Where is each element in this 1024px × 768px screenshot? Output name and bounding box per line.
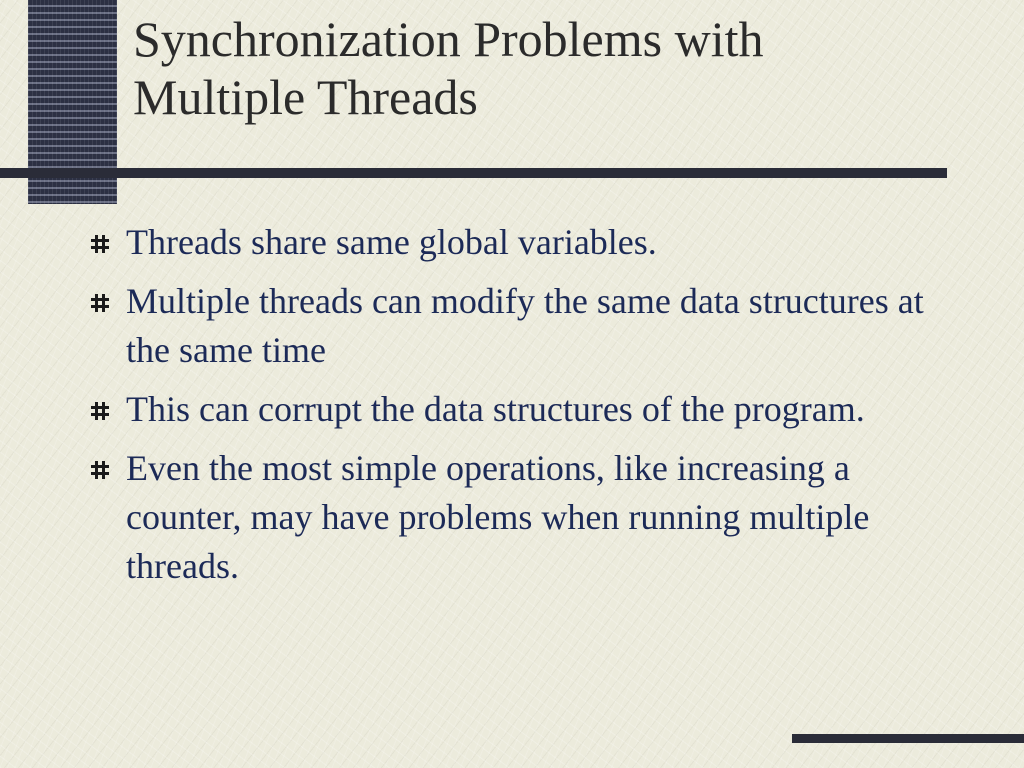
bullet-item bbox=[90, 218, 970, 267]
slide-title-line-1: Synchronization Problems with bbox=[133, 11, 764, 67]
bullet-text: This can corrupt the data structures of the program. bbox=[126, 389, 865, 429]
slide-title bbox=[133, 10, 973, 126]
bullet-text: Threads share same global variables. bbox=[126, 222, 657, 262]
bullet-item bbox=[90, 385, 970, 434]
bullet-text: Multiple threads can modify the same data structures at the same time bbox=[126, 281, 924, 370]
hash-square-bullet-icon bbox=[90, 460, 110, 480]
slide-title-line-2: Multiple Threads bbox=[133, 69, 478, 125]
hash-square-bullet-icon bbox=[90, 293, 110, 313]
bullet-item bbox=[90, 277, 970, 375]
bullet-list bbox=[90, 218, 970, 601]
bullet-text: Even the most simple operations, like increasing a counter, may have problems when running multiple threads. bbox=[126, 448, 870, 586]
title-divider-rule bbox=[0, 168, 947, 178]
hash-square-bullet-icon bbox=[90, 234, 110, 254]
bottom-accent-rule bbox=[792, 734, 1024, 743]
hash-square-bullet-icon bbox=[90, 401, 110, 421]
bullet-item bbox=[90, 444, 970, 591]
